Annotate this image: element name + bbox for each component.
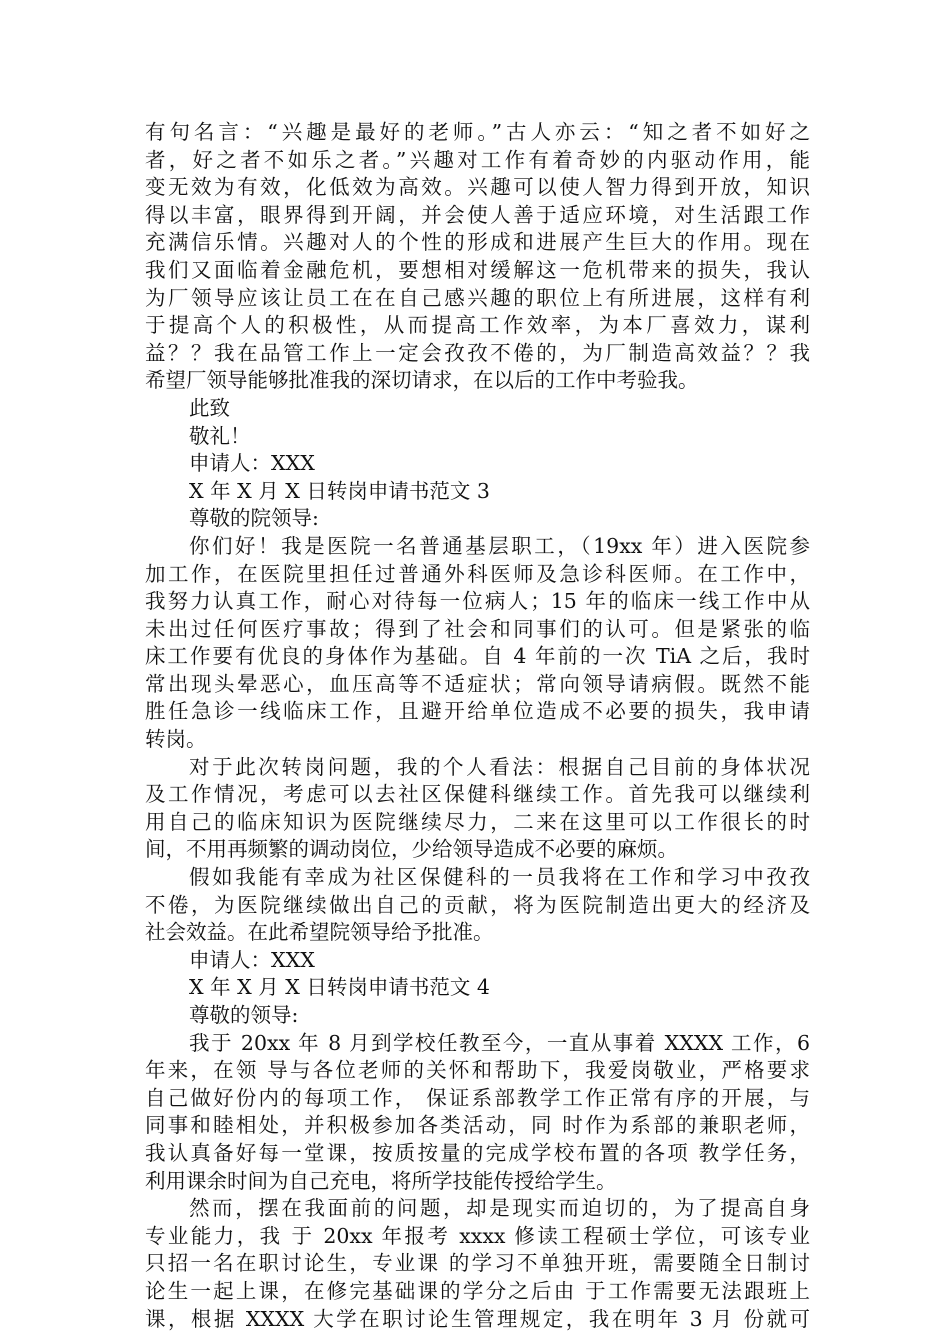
text-line: 此致 xyxy=(189,395,230,420)
text-line: 专业能力，我 于 20xx 年报考 xxxx 修读工程硕士学位，可该专业 xyxy=(145,1223,810,1248)
text-line: 于提高个人的积极性，从而提高工作效率，为本厂喜效力，谋利 xyxy=(145,313,810,338)
text-line: 敬礼！ xyxy=(189,423,251,448)
text-line: 胜任急诊一线临床工作，且避开给单位造成不必要的损失，我申请 xyxy=(145,699,810,724)
text-line: 利用课余时间为自己充电，将所学技能传授给学生。 xyxy=(145,1168,617,1193)
text-line: X 年 X 月 X 日转岗申请书范文 4 xyxy=(189,975,490,1000)
text-line: 用自己的临床知识为医院继续尽力，二来在这里可以工作很长的时 xyxy=(145,809,810,834)
text-line: 我认真备好每一堂课，按质按量的完成学校布置的各项 教学任务， xyxy=(145,1140,810,1165)
text-line: 者，好之者不如乐之者。”兴趣对工作有着奇妙的内驱动作用，能 xyxy=(145,147,810,172)
text-line: 只招一名在职讨论生，专业课 的学习不单独开班，需要随全日制讨 xyxy=(145,1251,810,1276)
text-line: 自己做好份内的每项工作， 保证系部教学工作正常有序的开展，与 xyxy=(145,1085,810,1110)
text-line: 转岗。 xyxy=(145,727,207,752)
text-line: 床工作要有优良的身体作为基础。自 4 年前的一次 TiA 之后，我时 xyxy=(145,644,810,669)
document-page xyxy=(145,119,810,1333)
text-line: 未出过任何医疗事故；得到了社会和同事们的认可。但是紧张的临 xyxy=(145,616,810,641)
text-line: 间，不用再频繁的调动岗位，少给领导造成不必要的麻烦。 xyxy=(145,837,678,862)
text-line: 变无效为有效，化低效为高效。兴趣可以使人智力得到开放，知识 xyxy=(145,175,810,200)
text-line: 尊敬的领导: xyxy=(189,1003,299,1027)
text-line: 对于此次转岗问题，我的个人看法：根据自己目前的身体状况 xyxy=(189,754,810,779)
text-line: 得以丰富，眼界得到开阔，并会使人善于适应环境，对生活跟工作 xyxy=(145,202,810,227)
text-line: X 年 X 月 X 日转岗申请书范文 3 xyxy=(189,478,490,503)
text-line: 假如我能有幸成为社区保健科的一员我将在工作和学习中孜孜 xyxy=(189,865,810,890)
text-line: 益？？我在品管工作上一定会孜孜不倦的，为厂制造高效益？？我 xyxy=(145,340,810,365)
text-line: 社会效益。在此希望院领导给予批准。 xyxy=(145,920,494,945)
text-line: 及工作情况，考虑可以去社区保健科继续工作。首先我可以继续利 xyxy=(145,782,810,807)
text-line: 我们又面临着金融危机，要想相对缓解这一危机带来的损失，我认 xyxy=(145,257,810,282)
text-line: 常出现头晕恶心，血压高等不适症状；常向领导请病假。既然不能 xyxy=(145,671,810,696)
text-line: 同事和睦相处，并积极参加各类活动，同 时作为系部的兼职老师， xyxy=(145,1113,810,1138)
text-line: 课，根据 XXXX 大学在职讨论生管理规定，我在明年 3 月 份就可 xyxy=(145,1306,810,1331)
text-line: 加工作，在医院里担任过普通外科医师及急诊科医师。在工作中， xyxy=(145,561,810,586)
text-line: 不倦，为医院继续做出自己的贡献，将为医院制造出更大的经济及 xyxy=(145,892,810,917)
text-line: 你们好！我是医院一名普通基层职工，（19xx 年）进入医院参 xyxy=(189,533,810,558)
text-line: 然而，摆在我面前的问题，却是现实而迫切的，为了提高自身 xyxy=(189,1196,810,1221)
text-line: 我努力认真工作，耐心对待每一位病人；15 年的临床一线工作中从 xyxy=(145,589,810,614)
text-line: 尊敬的院领导: xyxy=(189,506,319,531)
text-line: 申请人：XXX xyxy=(189,451,315,476)
text-line: 有句名言：“兴趣是最好的老师。”古人亦云：“知之者不如好之 xyxy=(145,120,810,144)
text-line: 希望厂领导能够批准我的深切请求，在以后的工作中考验我。 xyxy=(145,368,699,393)
text-line: 我于 20xx 年 8 月到学校任教至今，一直从事着 XXXX 工作，6 xyxy=(189,1030,810,1055)
text-line: 为厂领导应该让员工在在自己感兴趣的职位上有所进展，这样有利 xyxy=(145,285,810,310)
text-line: 论生一起上课，在修完基础课的学分之后由 于工作需要无法跟班上 xyxy=(145,1278,810,1303)
text-line: 年来，在领 导与各位老师的关怀和帮助下，我爱岗敬业，严格要求 xyxy=(145,1058,810,1083)
text-line: 申请人：XXX xyxy=(189,947,315,972)
text-line: 充满信乐情。兴趣对人的个性的形成和进展产生巨大的作用。现在 xyxy=(145,230,810,255)
